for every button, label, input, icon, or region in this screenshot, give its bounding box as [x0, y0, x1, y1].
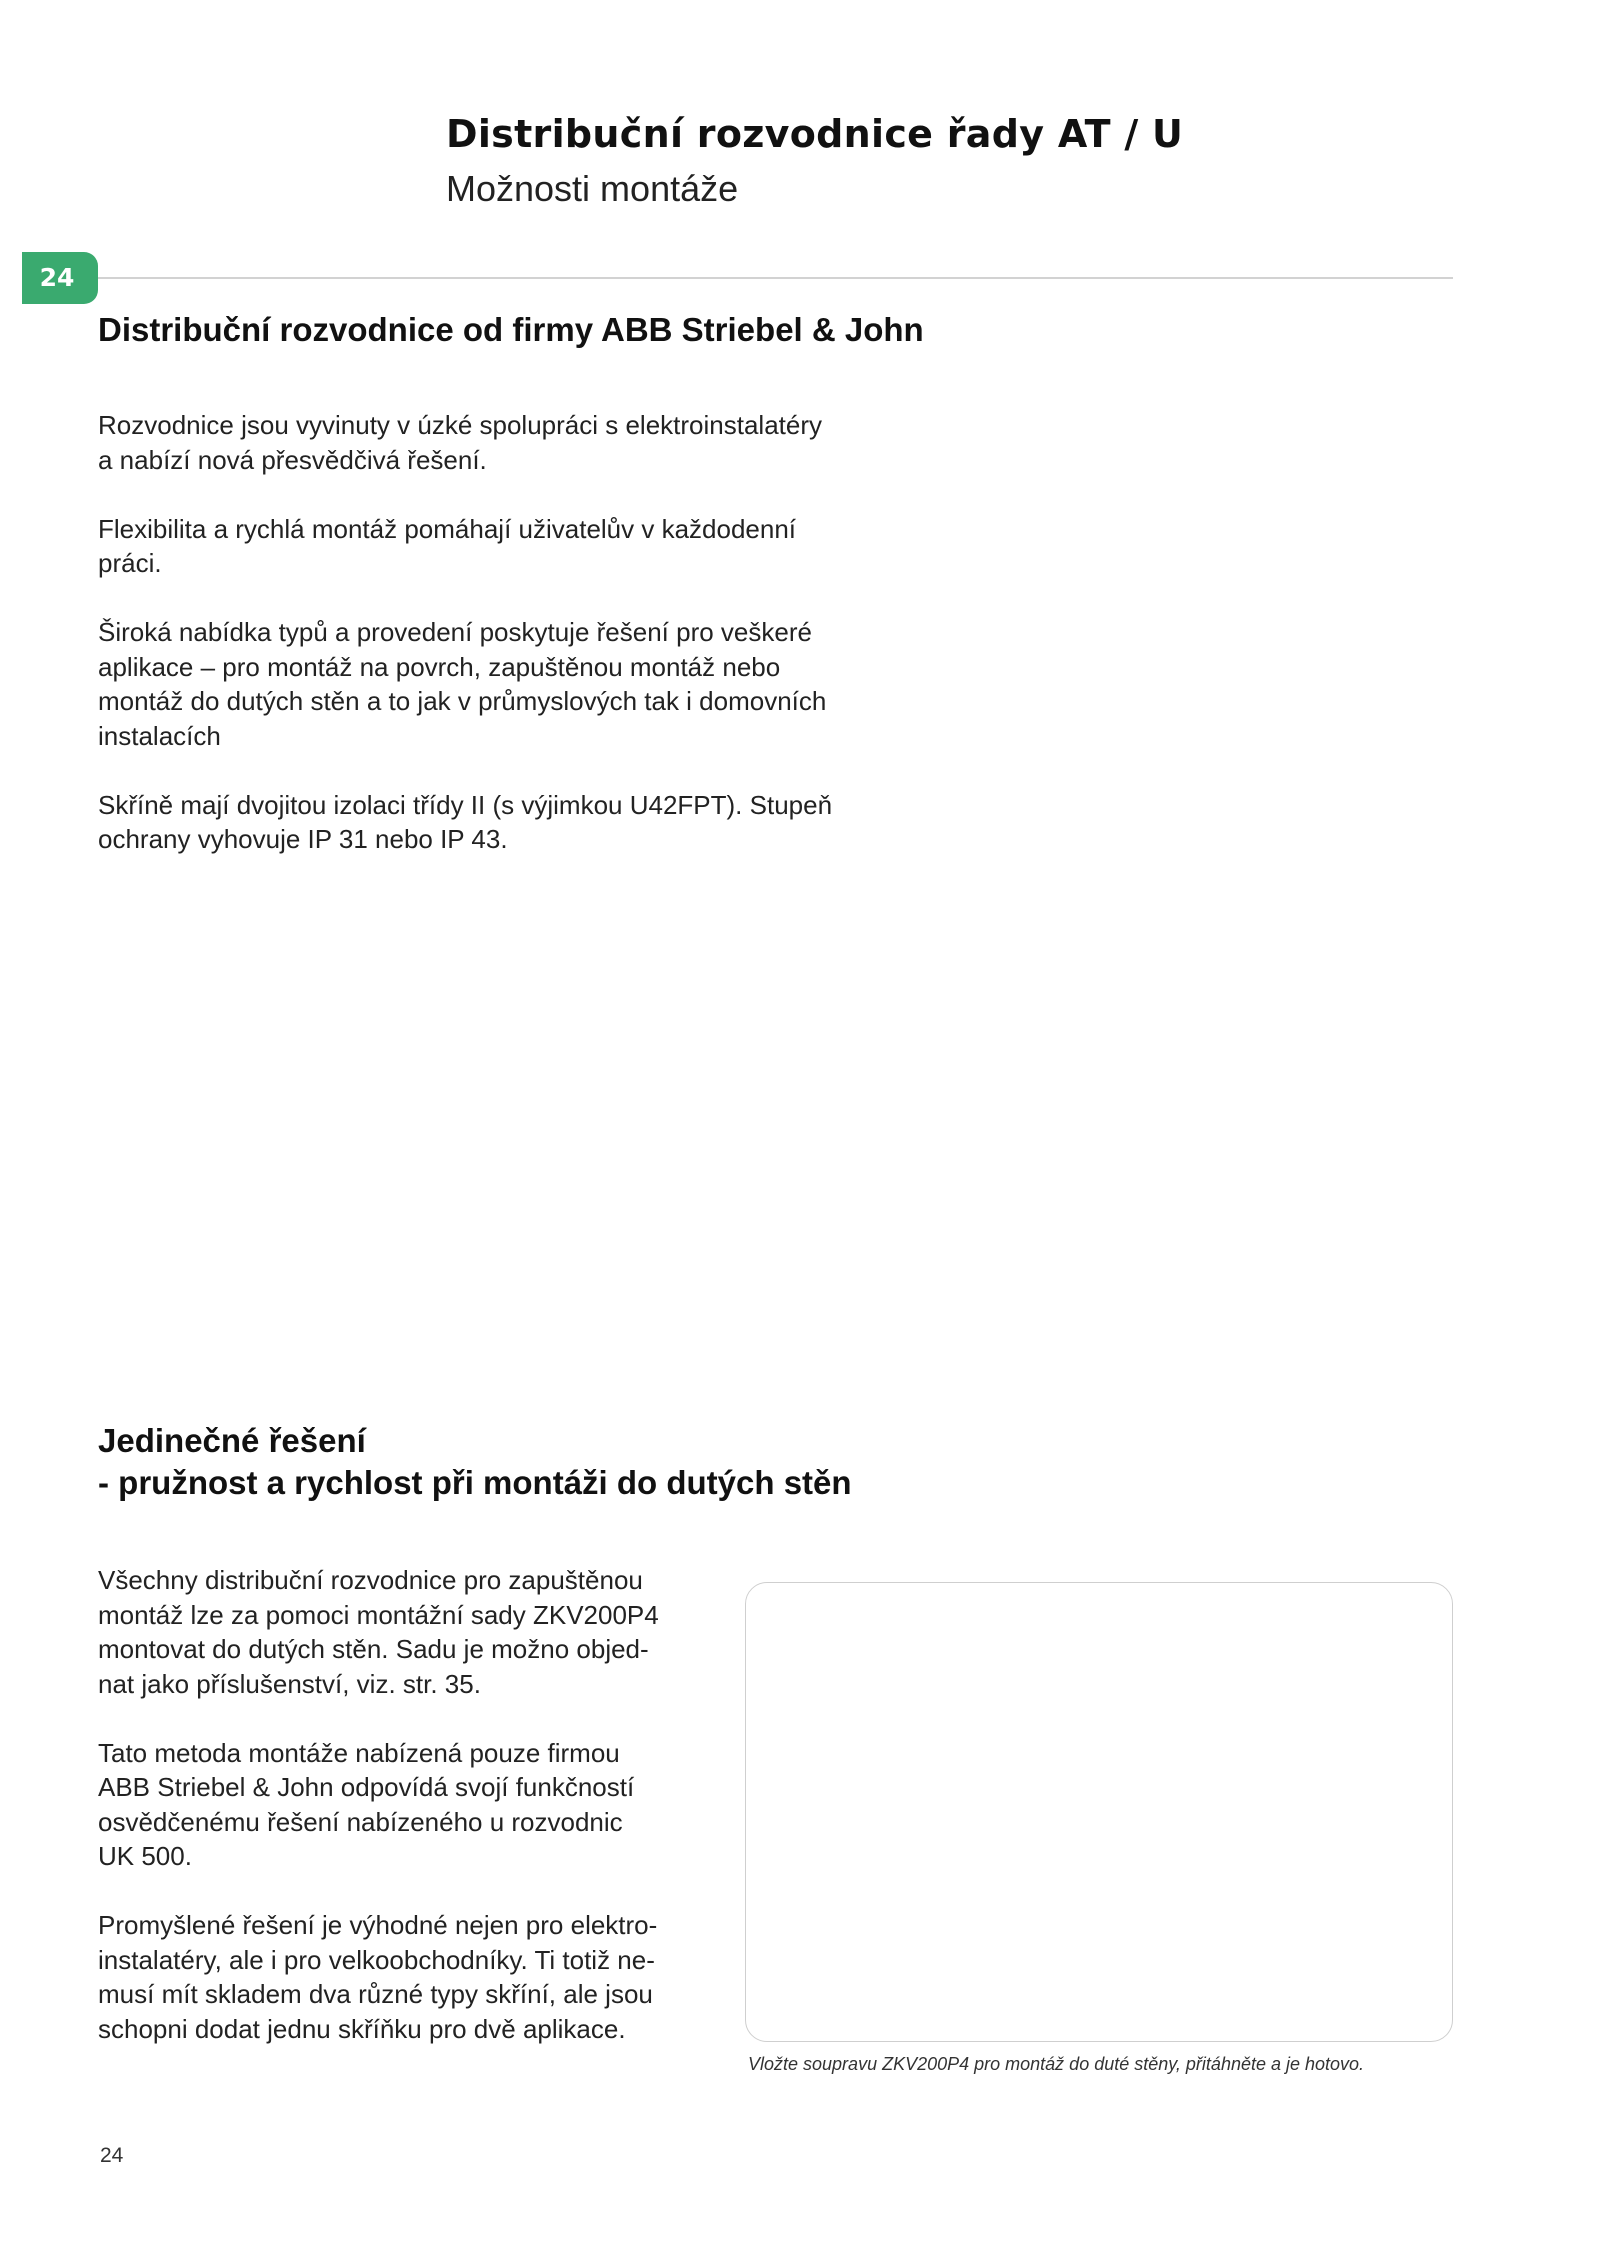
image-caption: Vložte soupravu ZKV200P4 pro montáž do duté stěny, přitáhněte a je hotovo.: [748, 2054, 1365, 2074]
paragraph: Všechny distribuční rozvodnice pro zapuštěnou montáž lze za pomoci montážní sady ZKV200P4 montovat do dutých stěn. Sadu je možno objed- nat jako příslušenství, viz. str. 35.: [98, 1565, 659, 1699]
page-title: Distribuční rozvodnice řady AT / U: [446, 112, 1184, 156]
image-placeholder-frame: [745, 1582, 1453, 2042]
paragraph: Flexibilita a rychlá montáž pomáhají uživatelův v každodenní práci.: [98, 513, 797, 578]
paragraph: Rozvodnice jsou vyvinuty v úzké spolupráci s elektroinstalatéry a nabízí nová přesvědčivá řešení.: [98, 410, 823, 475]
footer-page-number: 24: [100, 2144, 124, 2167]
paragraph: Promyšlené řešení je výhodné nejen pro elektro- instalatéry, ale i pro velkoobchodníky. Ti totiž ne- musí mít skladem dva různé typy skříní, ale jsou schopni dodat jednu skříňku pro dvě aplikace.: [98, 1910, 658, 2044]
section-heading-abb: Distribuční rozvodnice od firmy ABB Striebel & John: [98, 311, 924, 348]
section-body-unique-solution: [98, 1563, 738, 2081]
paragraph: Skříně mají dvojitou izolaci třídy II (s výjimkou U42FPT). Stupeň ochrany vyhovuje IP 31 nebo IP 43.: [98, 789, 833, 854]
section-heading-unique-solution: [98, 1420, 852, 1504]
heading-line: Jedinečné řešení: [98, 1422, 366, 1459]
section-body-abb: [98, 408, 918, 891]
paragraph: Široká nabídka typů a provedení poskytuje řešení pro veškeré aplikace – pro montáž na povrch, zapuštěnou montáž nebo montáž do dutých stěn a to jak v průmyslových tak i domovních instalacích: [98, 617, 827, 751]
header-divider: [98, 277, 1453, 279]
page-number-tab: 24: [22, 252, 98, 304]
heading-line: - pružnost a rychlost při montáži do dutých stěn: [98, 1464, 852, 1501]
paragraph: Tato metoda montáže nabízená pouze firmou ABB Striebel & John odpovídá svojí funkčností osvědčenému řešení nabízeného u rozvodnic UK 500.: [98, 1737, 635, 1871]
page-subtitle: Možnosti montáže: [446, 168, 739, 209]
